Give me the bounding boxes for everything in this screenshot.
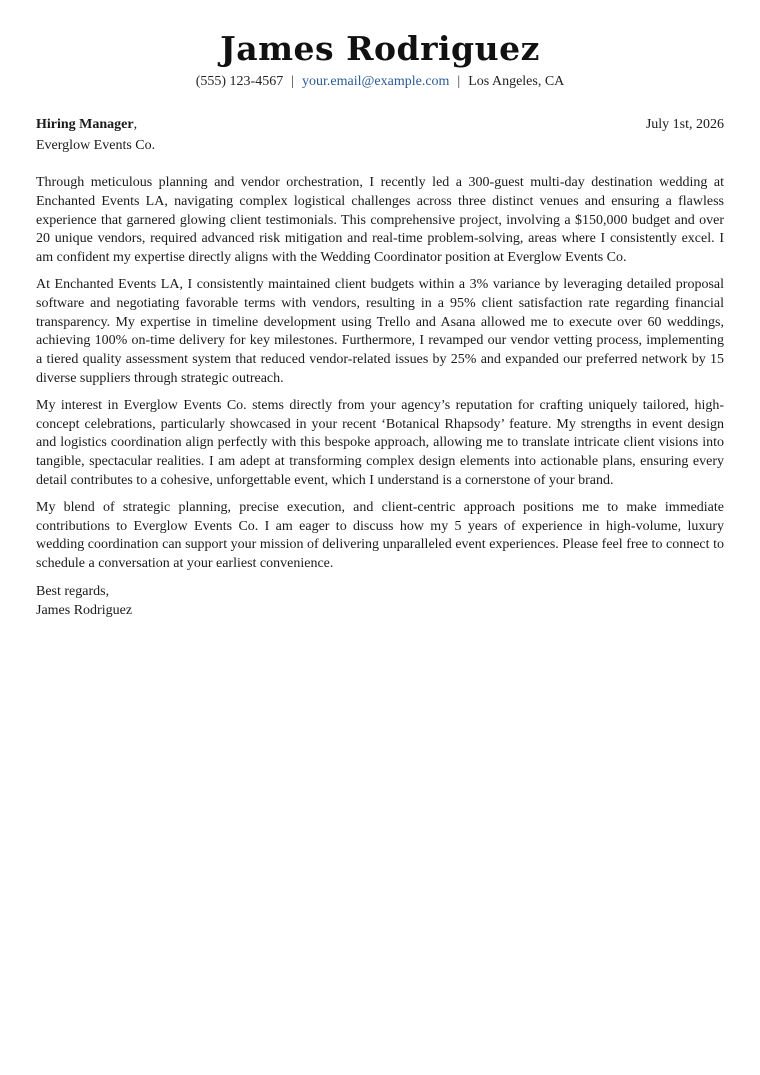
contact-line: [36, 73, 724, 91]
recipient-row: [36, 115, 724, 135]
signature-name: James Rodriguez: [36, 602, 133, 618]
company-name: Everglow Events Co.: [36, 138, 156, 153]
recipient-punctuation: ,: [133, 117, 138, 132]
recipient-name: Hiring Manager: [36, 117, 134, 132]
body-paragraph: My interest in Everglow Events Co. stems directly from your agency’s reputation for crafting uniquely tailored, high-concept celebrations, particularly showcased in your recent ‘Botanical Rhapsody’ feature. My strengths in event design and logistics coordination align perfectly with this bespoke approach, allowing me to translate intricate client visions into tangible, spectacular realities. I am adept at transforming complex design elements into actionable plans, ensuring every detail contributes to a cohesive, unforgettable event, which I understand is a cornerstone of your brand.: [36, 397, 724, 488]
email-link[interactable]: your.email@example.com: [302, 74, 450, 89]
location: Los Angeles, CA: [468, 74, 565, 89]
letter-body: [36, 174, 724, 574]
closing-phrase: Best regards,: [36, 583, 110, 599]
body-paragraph: Through meticulous planning and vendor orchestration, I recently led a 300-guest multi-day destination wedding at Enchanted Events LA, navigating complex logistical challenges across three distinct venues and ensuring a flawless experience that garnered glowing client testimonials. This comprehensive project, involving a $150,000 budget and over 20 unique vendors, required advanced risk mitigation and real-time problem-solving, areas where I consistently excel. I am confident my expertise directly aligns with the Wedding Coordinator position at Everglow Events Co.: [36, 175, 724, 266]
recipient: [36, 115, 137, 135]
body-paragraph: My blend of strategic planning, precise execution, and client-centric approach positions me to make immediate contributions to Everglow Events Co. I am eager to discuss how my 5 years of experience in high-volume, luxury wedding coordination can support your mission of delivering unparalleled event experiences. Please feel free to connect to schedule a conversation at your earliest convenience.: [36, 499, 724, 572]
applicant-name: James Rodriguez: [220, 29, 540, 68]
contact-separator: |: [291, 74, 295, 89]
phone-number: (555) 123-4567: [195, 74, 284, 89]
closing-block: [36, 582, 724, 620]
letter-date: July 1st, 2026: [645, 117, 724, 132]
contact-separator: |: [457, 74, 461, 89]
body-paragraph: At Enchanted Events LA, I consistently maintained client budgets within a 3% variance by leveraging detailed proposal software and negotiating favorable terms with vendors, resulting in a 95% client satisfaction rate regarding financial transparency. My expertise in timeline development using Trello and Asana allowed me to execute over 60 weddings, achieving 100% on-time delivery for key milestones. Furthermore, I revamped our vendor vetting process, implementing a tiered quality assessment system that reduced vendor-related issues by 25% and expanded our preferred network by 15 diverse suppliers through strategic outreach.: [36, 276, 724, 386]
